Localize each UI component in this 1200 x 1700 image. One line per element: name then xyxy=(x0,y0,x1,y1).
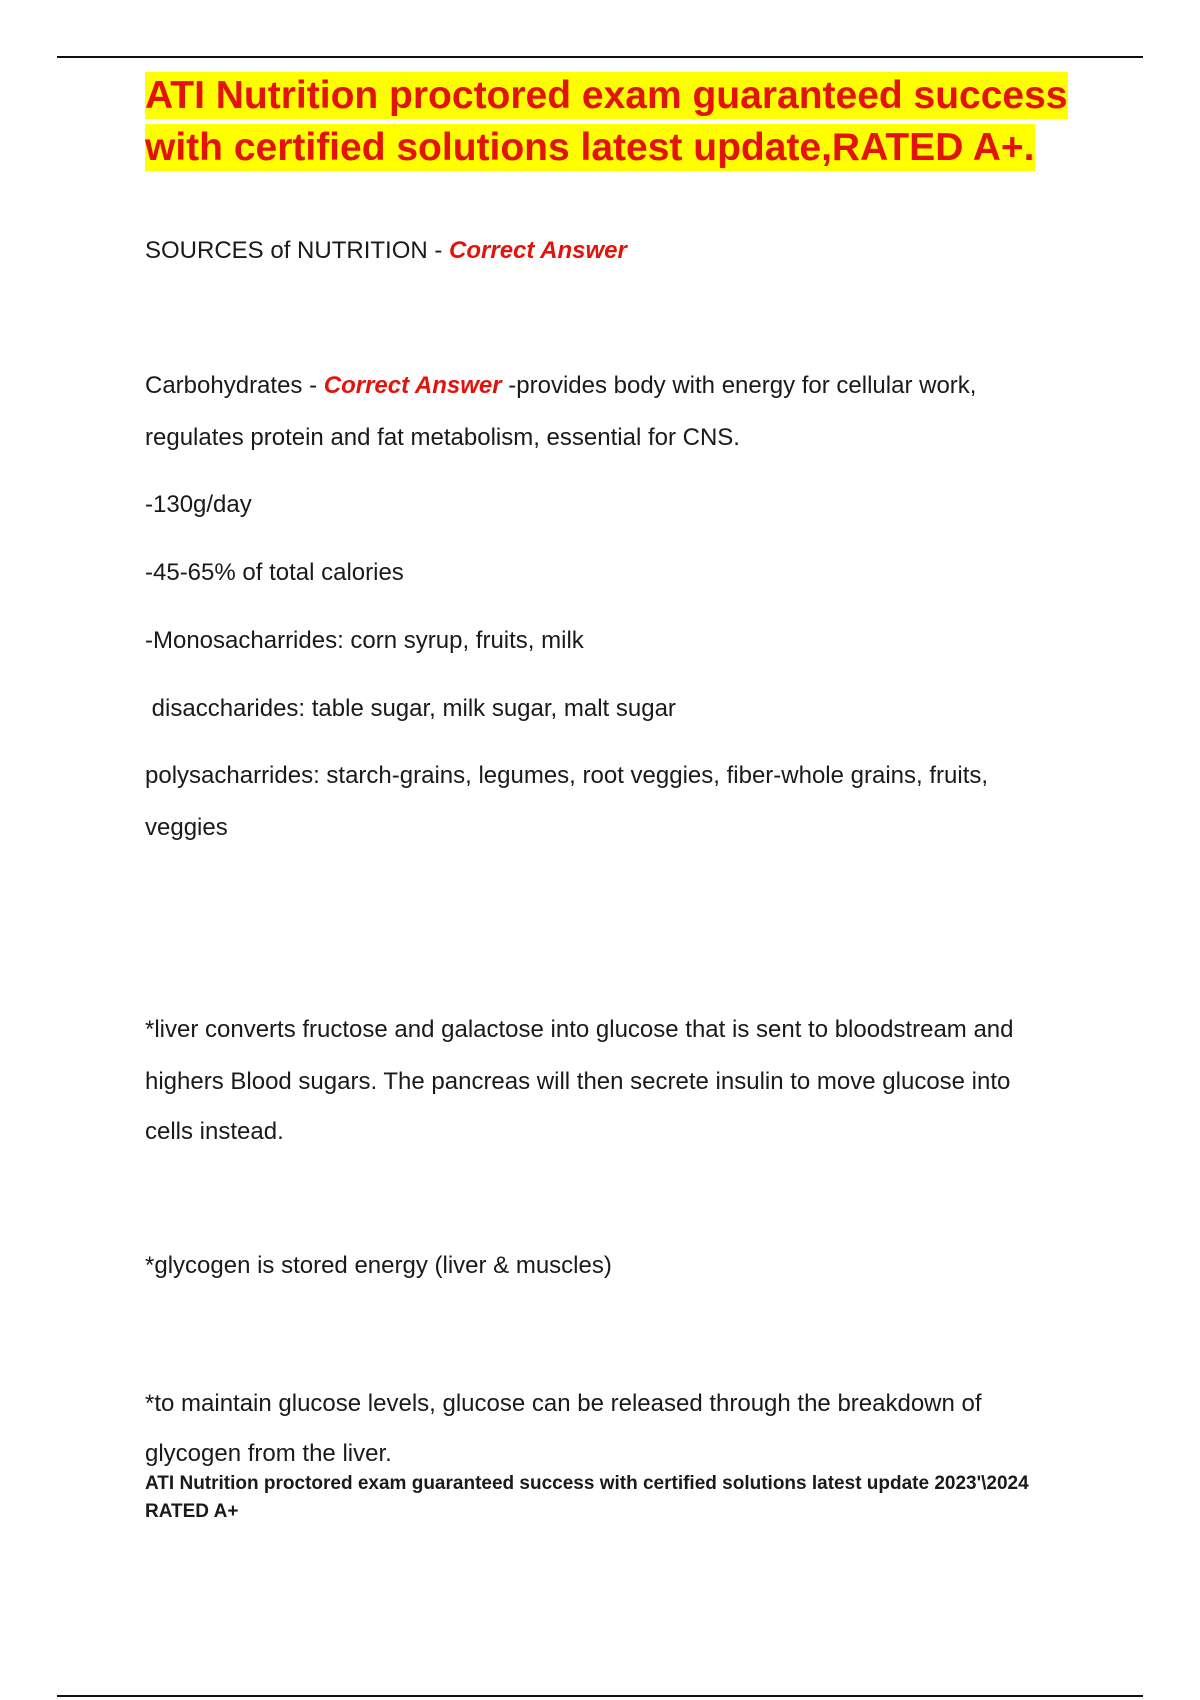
carbohydrates-definition: -provides body with energy for cellular work, xyxy=(501,372,977,399)
bottom-rule xyxy=(57,1695,1143,1697)
liver-note-line3: cells instead. xyxy=(145,1118,284,1145)
polysaccharides-line2: veggies xyxy=(145,814,228,841)
document-footer xyxy=(145,1470,1095,1526)
correct-answer-label: Correct Answer xyxy=(449,237,627,264)
fact-disaccharides: disaccharides: table sugar, milk sugar, malt sugar xyxy=(145,695,676,722)
carbohydrates-definition-cont: regulates protein and fat metabolism, essential for CNS. xyxy=(145,424,740,451)
liver-note-line1: *liver converts fructose and galactose into glucose that is sent to bloodstream and xyxy=(145,1016,1014,1043)
carbohydrates-label: Carbohydrates - xyxy=(145,372,324,399)
fact-monosaccharides: -Monosacharrides: corn syrup, fruits, milk xyxy=(145,627,584,654)
sources-heading-text: SOURCES of NUTRITION - xyxy=(145,237,450,264)
document-page xyxy=(145,70,1095,1522)
liver-note-line2: highers Blood sugars. The pancreas will then secrete insulin to move glucose into xyxy=(145,1068,1011,1095)
footer-line2: RATED A+ xyxy=(145,1501,239,1522)
carbohydrates-term xyxy=(145,360,1095,412)
maintain-note-line2: glycogen from the liver. xyxy=(145,1440,392,1467)
glycogen-note: *glycogen is stored energy (liver & muscles) xyxy=(145,1252,612,1279)
sources-heading xyxy=(145,225,1095,277)
document-title xyxy=(145,70,1095,174)
correct-answer-label: Correct Answer xyxy=(323,372,502,399)
fact-daily-grams: -130g/day xyxy=(145,491,252,518)
maintain-note-line1: *to maintain glucose levels, glucose can be released through the breakdown of xyxy=(145,1390,982,1417)
top-rule xyxy=(57,56,1143,58)
title-highlight: ATI Nutrition proctored exam guaranteed success with certified solutions latest update,RATED A+. xyxy=(145,74,1068,169)
fact-percent-calories: -45-65% of total calories xyxy=(145,559,404,586)
footer-line1: ATI Nutrition proctored exam guaranteed success with certified solutions latest update 2023'\2024 xyxy=(145,1473,1029,1494)
polysaccharides-line1: polysacharrides: starch-grains, legumes, root veggies, fiber-whole grains, fruits, xyxy=(145,762,989,789)
